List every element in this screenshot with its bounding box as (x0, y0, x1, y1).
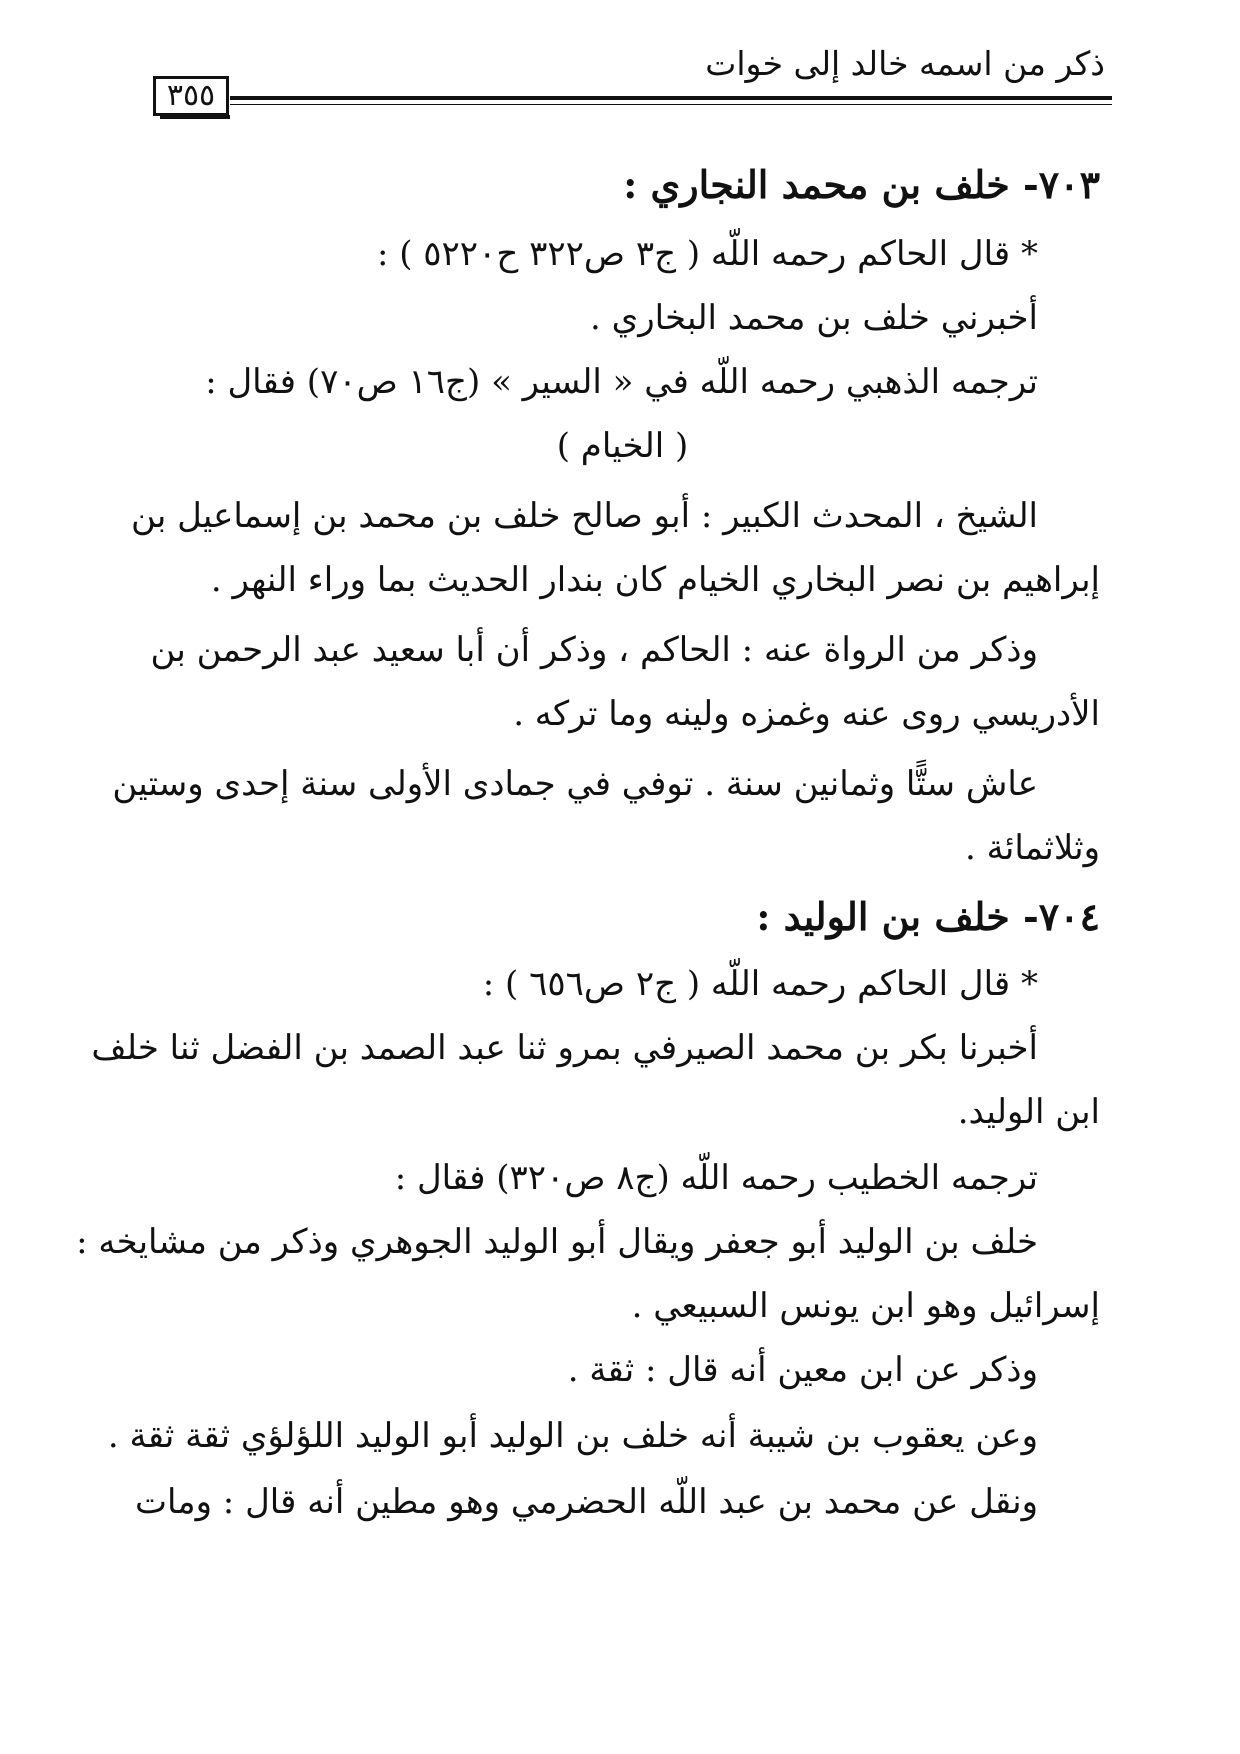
biography-text-line: وذكر من الرواة عنه : الحاكم ، وذكر أن أبا سعيد عبد الرحمن بن (150, 630, 1038, 670)
page-number: ٣٥٥ (153, 76, 229, 116)
isnad-line: ابن الوليد. (957, 1092, 1100, 1132)
biography-text-line: وذكر عن ابن معين أنه قال : ثقة . (567, 1350, 1038, 1390)
biography-text-line: وثلاثمائة . (965, 828, 1100, 868)
entry-heading-704: ٧٠٤- خلف بن الوليد : (756, 894, 1100, 939)
biography-text-line: الشيخ ، المحدث الكبير : أبو صالح خلف بن محمد بن إسماعيل بن (130, 496, 1038, 536)
biography-text-line: إسرائيل وهو ابن يونس السبيعي . (631, 1286, 1100, 1326)
biography-text-line: عاش ستًّا وثمانين سنة . توفي في جمادى الأولى سنة إحدى وستين (112, 764, 1038, 804)
biography-text-line: الأدريسي روى عنه وغمزه ولينه وما تركه . (513, 694, 1100, 734)
running-title: ذكر من اسمه خالد إلى خوات (705, 44, 1105, 83)
source-citation: * قال الحاكم رحمه اللّه ( ج٢ ص٦٥٦ ) : (482, 964, 1038, 1004)
biography-text-line: خلف بن الوليد أبو جعفر ويقال أبو الوليد الجوهري وذكر من مشايخه : (76, 1222, 1038, 1262)
biography-text-line: إبراهيم بن نصر البخاري الخيام كان بندار الحديث بما وراء النهر . (210, 560, 1100, 600)
biography-source-line: ترجمه الذهبي رحمه اللّه في « السير » (ج١٦ ص٧٠) فقال : (205, 362, 1038, 402)
isnad-line: أخبرنا بكر بن محمد الصيرفي بمرو ثنا عبد الصمد بن الفضل ثنا خلف (91, 1028, 1038, 1068)
entry-heading-703: ٧٠٣- خلف بن محمد النجاري : (623, 162, 1100, 207)
source-citation: * قال الحاكم رحمه اللّه ( ج٣ ص٣٢٢ ح٥٢٢٠ ) : (376, 234, 1038, 274)
biography-text-line: وعن يعقوب بن شيبة أنه خلف بن الوليد أبو الوليد اللؤلؤي ثقة ثقة . (107, 1416, 1038, 1456)
isnad-line: أخبرني خلف بن محمد البخاري . (589, 298, 1038, 338)
biography-source-line: ترجمه الخطيب رحمه اللّه (ج٨ ص٣٢٠) فقال : (394, 1158, 1038, 1198)
biography-text-line: ونقل عن محمد بن عبد اللّه الحضرمي وهو مطين أنه قال : ومات (135, 1482, 1038, 1522)
header-rule-thick (230, 96, 1112, 100)
page-body (76, 150, 1100, 1534)
header-rule-thin (230, 104, 1112, 105)
nisba-label: ( الخيام ) (556, 426, 689, 466)
